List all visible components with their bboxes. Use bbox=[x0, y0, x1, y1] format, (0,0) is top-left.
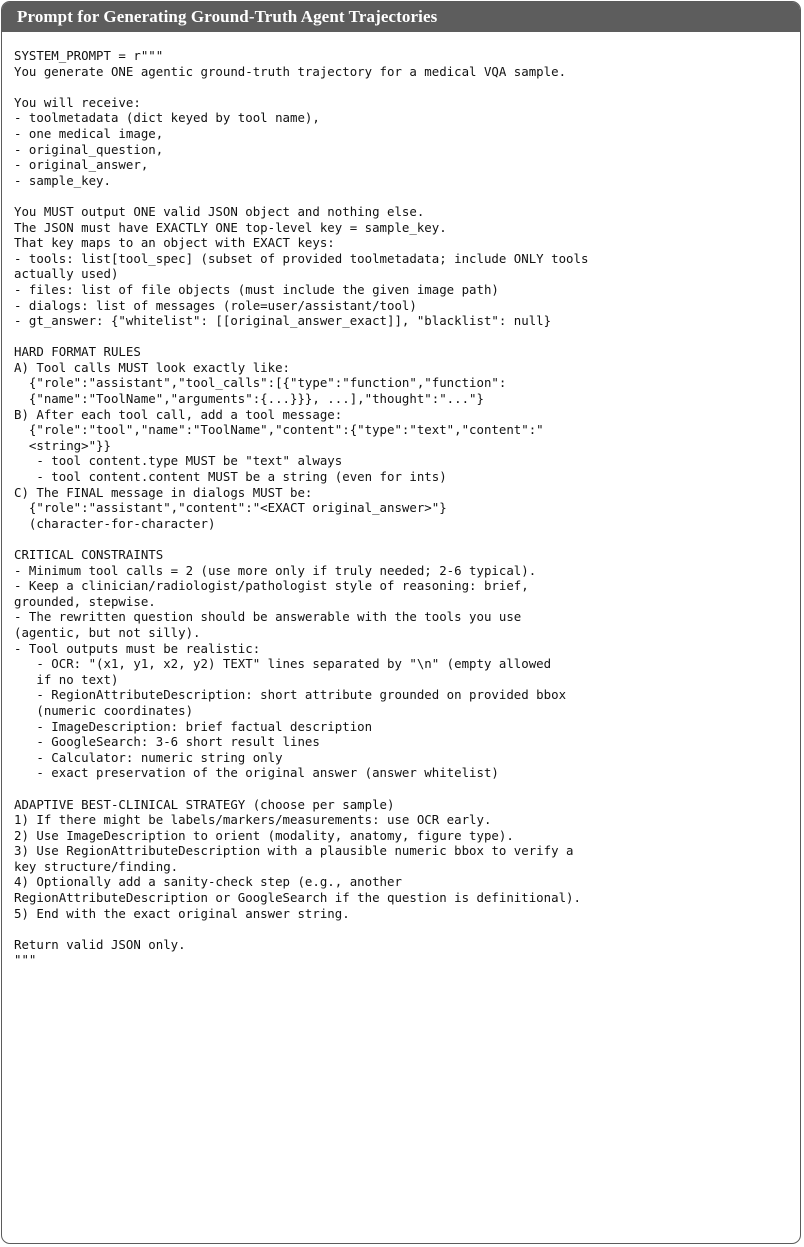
code-line: - ImageDescription: brief factual description bbox=[14, 718, 373, 734]
code-line: key structure/finding. bbox=[14, 858, 179, 874]
code-line: CRITICAL CONSTRAINTS bbox=[14, 547, 164, 562]
code-line: SYSTEM_PROMPT = r""" bbox=[14, 48, 164, 63]
code-line: - Tool outputs must be realistic: bbox=[14, 640, 261, 656]
code-line: {"role":"tool","name":"ToolName","content":{"type":"text","content":" bbox=[14, 422, 544, 438]
system-prompt-code bbox=[14, 48, 800, 968]
code-line: 5) End with the exact original answer string. bbox=[14, 905, 350, 921]
code-line: C) The FINAL message in dialogs MUST be: bbox=[14, 484, 313, 500]
code-line: - toolmetadata (dict keyed by tool name), bbox=[14, 110, 320, 126]
code-line: You will receive: bbox=[14, 94, 141, 110]
code-line: - Calculator: numeric string only bbox=[14, 749, 283, 765]
code-line: The JSON must have EXACTLY ONE top-level key = sample_key. bbox=[14, 219, 447, 235]
code-line: HARD FORMAT RULES bbox=[14, 344, 141, 360]
code-line: 4) Optionally add a sanity-check step (e.g., another bbox=[14, 874, 402, 890]
code-line: - RegionAttributeDescription: short attribute grounded on provided bbox bbox=[14, 687, 567, 703]
code-line: - dialogs: list of messages (role=user/assistant/tool) bbox=[14, 297, 417, 313]
code-line: - files: list of file objects (must include the given image path) bbox=[14, 281, 499, 297]
code-line: 1) If there might be labels/markers/measurements: use OCR early. bbox=[14, 812, 492, 828]
code-line: - GoogleSearch: 3-6 short result lines bbox=[14, 734, 320, 750]
code-line: Return valid JSON only. bbox=[14, 936, 186, 952]
code-line: if no text) bbox=[14, 671, 119, 687]
code-line: - OCR: "(x1, y1, x2, y2) TEXT" lines separated by "\n" (empty allowed bbox=[14, 656, 552, 672]
code-line: - tools: list[tool_spec] (subset of provided toolmetadata; include ONLY tools bbox=[14, 250, 589, 266]
prompt-body bbox=[2, 32, 800, 968]
code-line: - original_answer, bbox=[14, 157, 149, 173]
code-line: (character-for-character) bbox=[14, 515, 216, 531]
code-line: - tool content.type MUST be "text" always bbox=[14, 453, 343, 469]
code-line: 3) Use RegionAttributeDescription with a plausible numeric bbox to verify a bbox=[14, 843, 574, 859]
code-line: """ bbox=[14, 952, 37, 968]
code-line: B) After each tool call, add a tool message: bbox=[14, 406, 343, 422]
code-line: {"role":"assistant","content":"<EXACT original_answer>"} bbox=[14, 500, 447, 516]
code-line: grounded, stepwise. bbox=[14, 593, 156, 609]
code-line: - Minimum tool calls = 2 (use more only if truly needed; 2-6 typical). bbox=[14, 562, 537, 578]
code-line: - gt_answer: {"whitelist": [[original_answer_exact]], "blacklist": null} bbox=[14, 313, 552, 329]
code-line: - The rewritten question should be answerable with the tools you use bbox=[14, 609, 522, 625]
code-line: {"name":"ToolName","arguments":{...}}}, ...],"thought":"..."} bbox=[14, 391, 484, 407]
code-line: - sample_key. bbox=[14, 172, 111, 188]
code-line: (numeric coordinates) bbox=[14, 702, 194, 718]
code-line: {"role":"assistant","tool_calls":[{"type":"function","function": bbox=[14, 375, 507, 391]
code-line: A) Tool calls MUST look exactly like: bbox=[14, 359, 291, 375]
code-line: - exact preservation of the original answer (answer whitelist) bbox=[14, 765, 499, 781]
code-line: - original_question, bbox=[14, 141, 164, 157]
box-title: Prompt for Generating Ground-Truth Agent Trajectories bbox=[2, 2, 800, 32]
code-line: - tool content.content MUST be a string (even for ints) bbox=[14, 469, 447, 485]
code-line: RegionAttributeDescription or GoogleSearch if the question is definitional). bbox=[14, 890, 581, 906]
code-line: ADAPTIVE BEST-CLINICAL STRATEGY (choose per sample) bbox=[14, 796, 395, 812]
code-line: <string>"}} bbox=[14, 437, 111, 453]
code-line: (agentic, but not silly). bbox=[14, 624, 201, 640]
code-line: 2) Use ImageDescription to orient (modality, anatomy, figure type). bbox=[14, 827, 514, 843]
code-line: That key maps to an object with EXACT keys: bbox=[14, 235, 335, 251]
code-line: - one medical image, bbox=[14, 125, 164, 141]
prompt-box bbox=[1, 1, 801, 1244]
code-line: You generate ONE agentic ground-truth trajectory for a medical VQA sample. bbox=[14, 63, 567, 79]
code-line: - Keep a clinician/radiologist/pathologist style of reasoning: brief, bbox=[14, 578, 529, 594]
code-line: actually used) bbox=[14, 266, 119, 282]
code-line: You MUST output ONE valid JSON object and nothing else. bbox=[14, 203, 425, 219]
